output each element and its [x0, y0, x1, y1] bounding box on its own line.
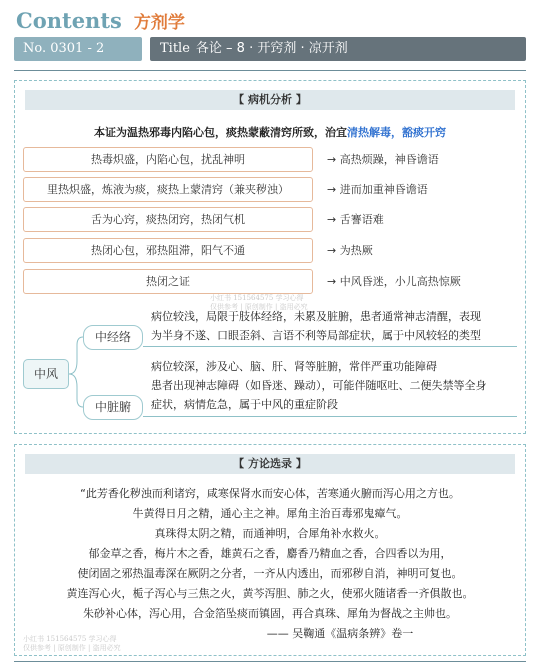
mechanism-cause: 里热炽盛，炼液为痰，痰热上蒙清窍（兼夹秽浊） [23, 177, 313, 202]
pathogenesis-heading: 【 病机分析 】 [25, 90, 515, 110]
mechanism-effect: → 中风昏迷，小儿高热惊厥 [327, 275, 461, 288]
summary-text: 本证为温热邪毒内陷心包，痰热蒙蔽清窍所致，治宜 [94, 126, 347, 139]
description-line: 为半身不遂、口眼歪斜、言语不利等局部症状，属于中风较轻的类型 [151, 329, 481, 342]
commentary-heading: 【 方论选录 】 [25, 454, 515, 474]
watermark [210, 294, 308, 312]
jingluo-node: 中经络 [83, 325, 143, 350]
zangfu-underline [143, 416, 517, 417]
watermark [23, 635, 121, 653]
description-line: 病位较浅，局限于肢体经络，未累及脏腑，患者通常神志清醒，表现 [151, 310, 481, 323]
zangfu-node: 中脏腑 [83, 395, 143, 420]
contents-label: Contents [16, 8, 122, 33]
commentary-line: 黄连泻心火，栀子泻心与三焦之火，黄芩泻胆、肺之火，使邪火随诸香一齐俱散也。 [66, 587, 474, 600]
footer-divider [14, 661, 526, 662]
mechanism-cause: 舌为心窍，痰热闭窍，热闭气机 [23, 207, 313, 232]
mechanism-cause: 热闭之证 [23, 269, 313, 294]
watermark-line: 仅供参考 | 原创制作 | 盗用必究 [23, 644, 121, 652]
commentary-line: 朱砂补心体，泻心用，合金箔坠痰而镇固，再合真珠、犀角为督战之主帅也。 [83, 607, 457, 620]
jingluo-description [151, 307, 521, 345]
commentary-line: “此芳香化秽浊而利诸窍，咸寒保肾水而安心体，苦寒通火腑而泻心用之方也。 [80, 487, 460, 500]
commentary-source: —— 吴鞠通《温病条辨》卷一 [266, 627, 414, 640]
watermark-line: 仅供参考 | 原创制作 | 盗用必究 [210, 303, 308, 311]
mechanism-effect: → 高热烦躁，神昏谵语 [327, 153, 439, 166]
title-bar [150, 37, 526, 61]
description-line: 症状，病情危急，属于中风的重症阶段 [151, 398, 338, 411]
mechanism-effect: → 为热厥 [327, 244, 373, 257]
mechanism-cause: 热闭心包，邪热阻滞，阳气不通 [23, 238, 313, 263]
title-prefix: Title [160, 41, 190, 56]
zangfu-description [151, 357, 521, 414]
commentary-line: 牛黄得日月之精，通心主之神。犀角主治百毒邪鬼瘴气。 [132, 507, 408, 520]
pathogenesis-section [14, 80, 526, 434]
page-header [16, 8, 185, 36]
watermark-line: 小红书 151564575 学习心得 [210, 294, 304, 302]
commentary-section [14, 444, 526, 656]
treatment-principle: 清热解毒，豁痰开窍 [347, 126, 446, 139]
commentary-line: 真珠得太阴之精，而通神明，合犀角补水救火。 [154, 527, 386, 540]
note-title: 各论 – 8 · 开窍剂 · 凉开剂 [195, 41, 348, 56]
description-line: 病位较深，涉及心、脑、肝、肾等脏腑，常伴严重功能障碍 [151, 360, 437, 373]
jingluo-underline [143, 346, 517, 347]
note-number: No. 0301 - 2 [14, 37, 142, 61]
commentary-line: 使闭固之邪热温毒深在厥阴之分者，一齐从内透出，而邪秽自消，神明可复也。 [77, 567, 463, 580]
header-divider [14, 70, 526, 71]
subject-label: 方剂学 [133, 13, 185, 33]
watermark-line: 小红书 151564575 学习心得 [23, 635, 117, 643]
stroke-root-node: 中风 [23, 359, 69, 389]
commentary-line: 郁金草之香，梅片木之香，雄黄石之香，麝香乃精血之香，合四香以为用， [88, 547, 452, 560]
mechanism-effect: → 舌謇语难 [327, 213, 384, 226]
mechanism-cause: 热毒炽盛，内陷心包，扰乱神明 [23, 147, 313, 172]
mechanism-effect: → 进而加重神昏谵语 [327, 183, 428, 196]
description-line: 患者出现神志障碍（如昏迷、躁动），可能伴随呕吐、二便失禁等全身 [151, 379, 487, 392]
